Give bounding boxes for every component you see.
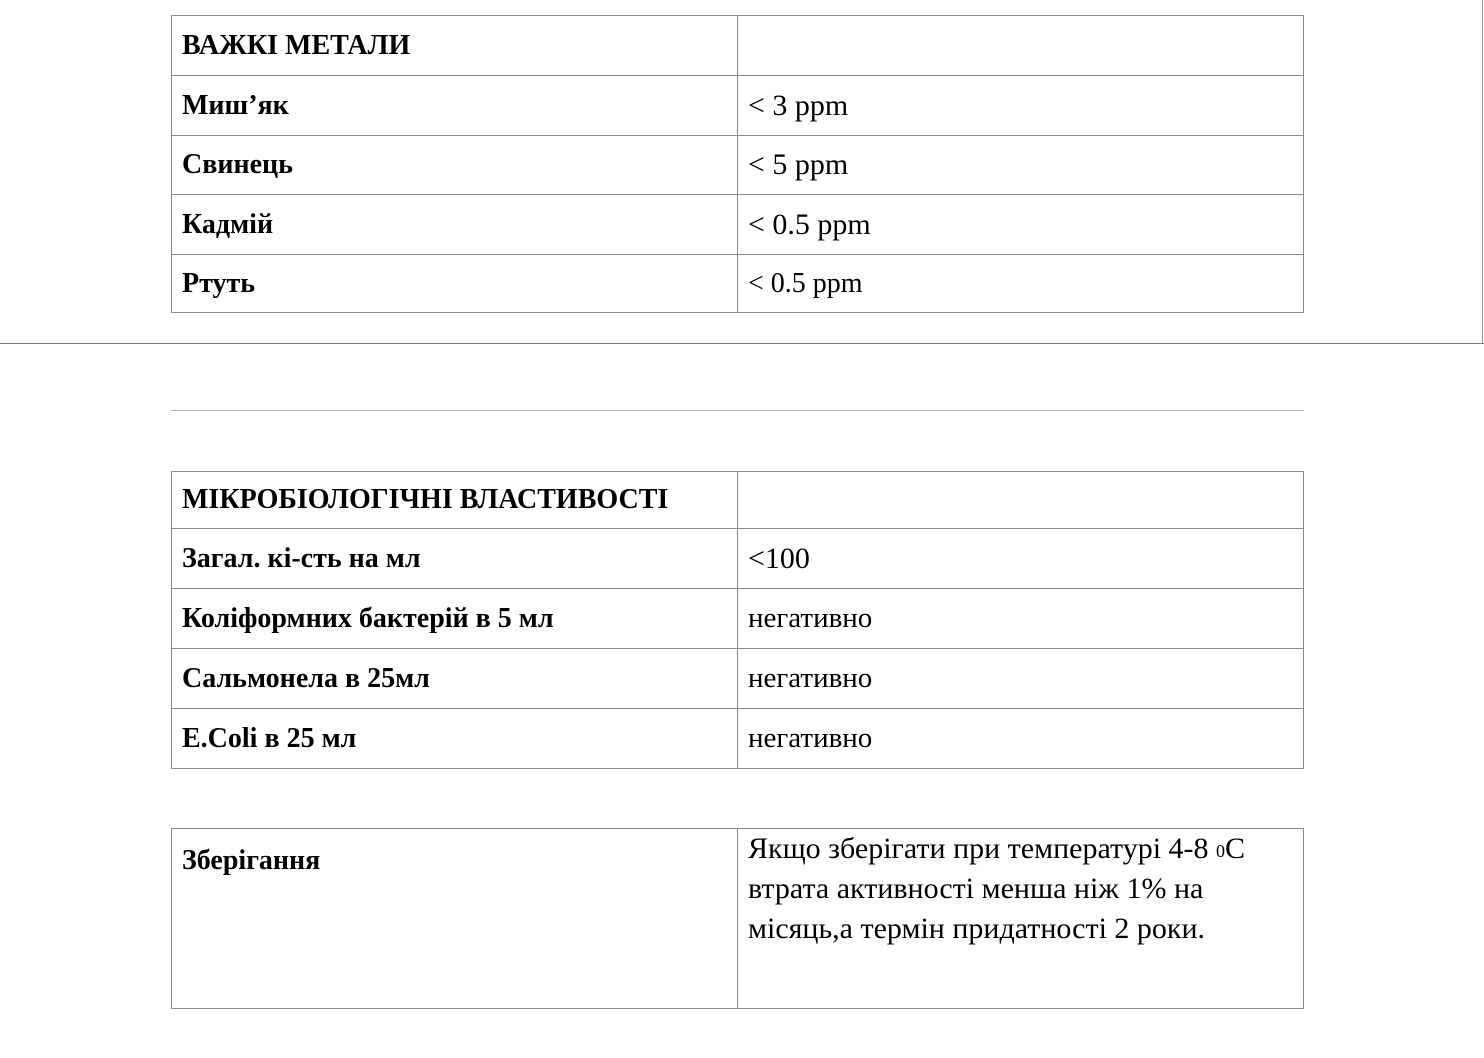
row-value-cadmium: < 0.5 ppm xyxy=(738,195,1304,255)
section-header: ВАЖКІ МЕТАЛИ xyxy=(172,16,738,76)
storage-text-part2: С втрата активності менша ніж 1% на місяць,а термін придатності 2 роки. xyxy=(748,832,1246,945)
row-label-storage: Зберігання xyxy=(172,829,738,1009)
row-value-mercury: < 0.5 ppm xyxy=(738,255,1304,313)
storage-text-part1: Якщо зберігати при температурі 4-8 xyxy=(748,832,1217,865)
row-label-salmonella: Сальмонела в 25мл xyxy=(172,649,738,709)
row-label-lead: Свинець xyxy=(172,136,738,195)
row-label-total-count: Загал. кі-сть на мл xyxy=(172,529,738,589)
table-row xyxy=(172,76,1304,136)
table-row xyxy=(172,649,1304,709)
microbiology-table xyxy=(171,471,1304,769)
heavy-metals-table xyxy=(171,15,1304,313)
degree-mark: 0 xyxy=(1216,841,1226,861)
row-value-coliform: негативно xyxy=(738,589,1304,649)
row-label-arsenic: Миш’як xyxy=(172,76,738,136)
row-label-cadmium: Кадмій xyxy=(172,195,738,255)
row-value-salmonella: негативно xyxy=(738,649,1304,709)
section-header: МІКРОБІОЛОГІЧНІ ВЛАСТИВОСТІ xyxy=(172,472,738,529)
row-value-lead: < 5 ppm xyxy=(738,136,1304,195)
storage-table xyxy=(171,828,1304,1009)
row-value-total-count: <100 xyxy=(738,529,1304,589)
page-break-divider xyxy=(0,343,1484,344)
table-row xyxy=(172,589,1304,649)
section-divider xyxy=(171,410,1304,411)
row-value-arsenic: < 3 ppm xyxy=(738,76,1304,136)
table-row xyxy=(172,136,1304,195)
table-row xyxy=(172,255,1304,313)
table-row xyxy=(172,709,1304,769)
page-edge xyxy=(1482,0,1483,344)
section-header-value xyxy=(738,472,1304,529)
row-label-mercury: Ртуть xyxy=(172,255,738,313)
table-row xyxy=(172,472,1304,529)
table-row xyxy=(172,529,1304,589)
section-header-value xyxy=(738,16,1304,76)
table-row xyxy=(172,195,1304,255)
row-label-coliform: Коліформних бактерій в 5 мл xyxy=(172,589,738,649)
row-label-ecoli: E.Coli в 25 мл xyxy=(172,709,738,769)
table-row xyxy=(172,16,1304,76)
row-value-ecoli: негативно xyxy=(738,709,1304,769)
row-value-storage xyxy=(738,829,1304,1009)
table-row xyxy=(172,829,1304,1009)
